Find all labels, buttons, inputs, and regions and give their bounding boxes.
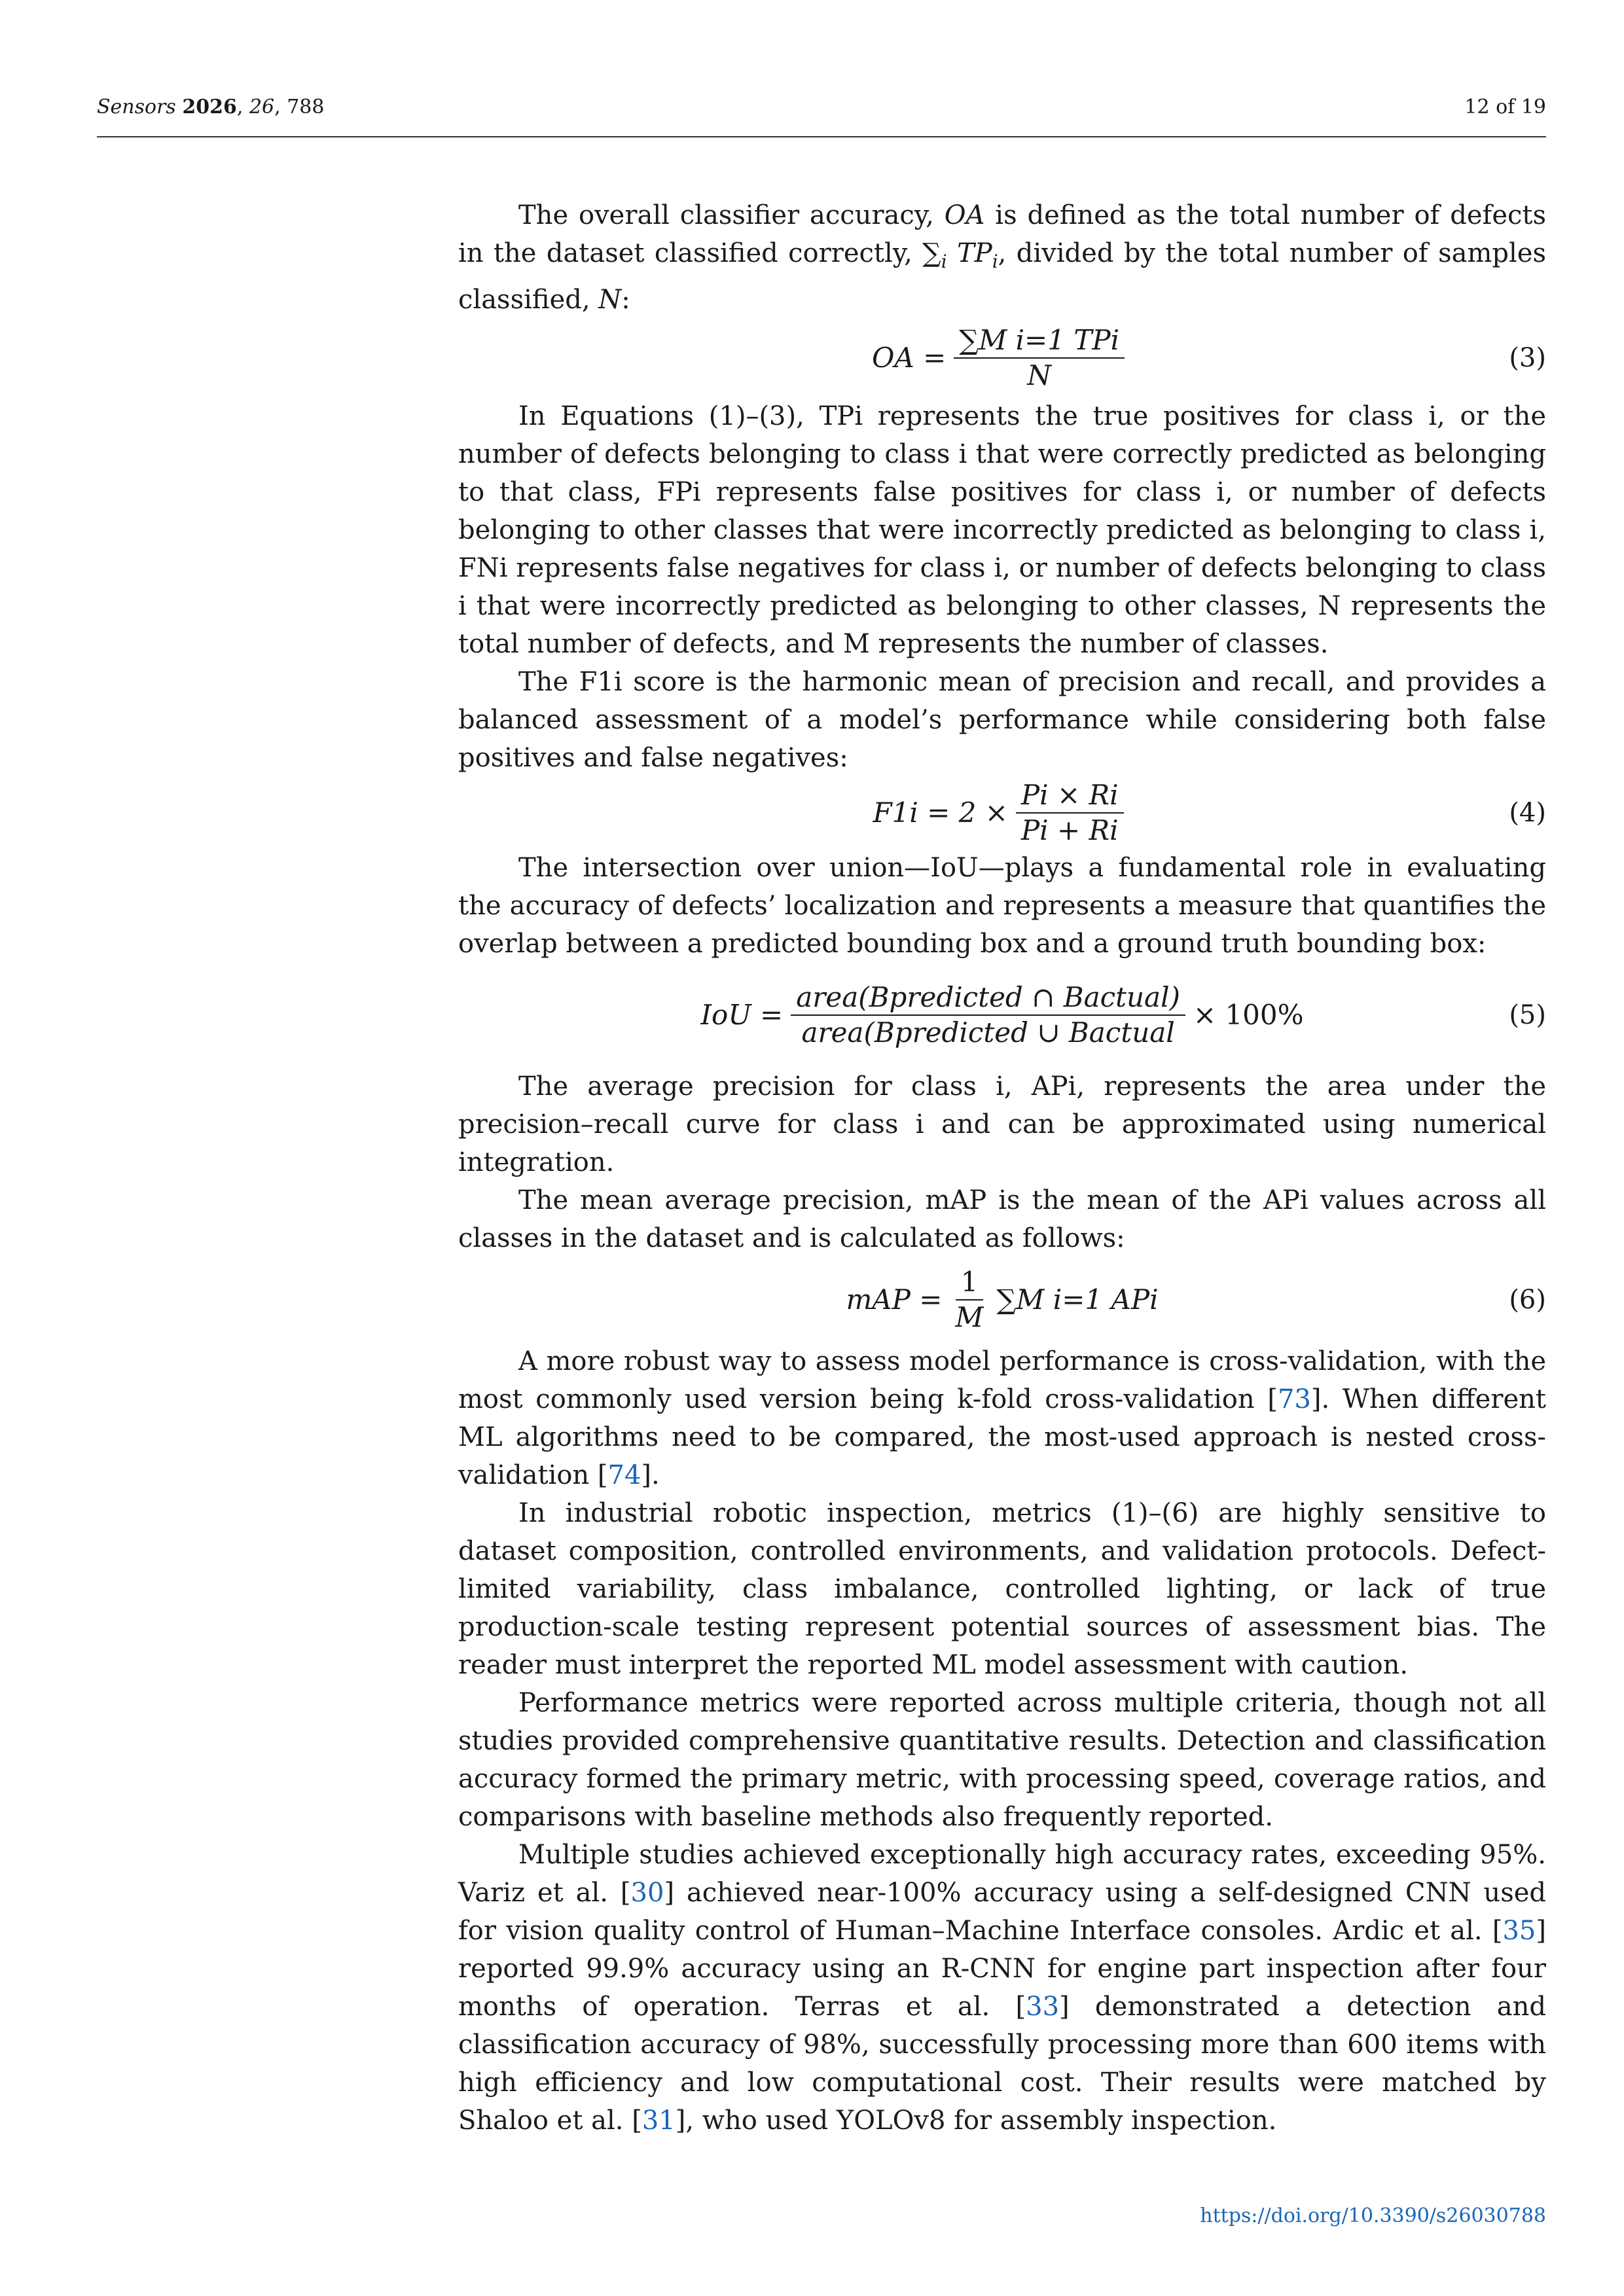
eq5-denominator: area(Bpredicted ∪ Bactual <box>801 1016 1175 1049</box>
paragraph-cross-validation: A more robust way to assess model performance is cross-validation, with the most commonly used version being k-fold cross-validation [73]. When different ML algorithms need to be compared, the most-used approach is nested cross-validation [74]. <box>458 1346 1546 1490</box>
eq6-fraction <box>950 1266 988 1333</box>
citation-link[interactable]: 30 <box>630 1878 664 1908</box>
eq6-denominator: M <box>955 1301 984 1333</box>
equation-5 <box>458 963 1546 1067</box>
page-number: 12 of 19 <box>1464 96 1546 118</box>
main-text <box>458 196 1546 2140</box>
eq3-denominator: N <box>1027 359 1052 391</box>
eq3-fraction <box>954 325 1125 391</box>
equation-6 <box>458 1257 1546 1342</box>
eq4-label: (4) <box>1509 798 1546 828</box>
equation-4 <box>458 777 1546 849</box>
paragraph-average-precision: The average precision for class i, APi, represents the area under the precision–recall curve for class i and can be approximated using numerical integration. <box>458 1071 1546 1177</box>
eq4-fraction <box>1016 780 1124 846</box>
paragraph-performance-metrics: Performance metrics were reported across multiple criteria, though not all studies provided comprehensive quantitative results. Detection and classification accuracy formed the primary metric, with processing speed, coverage ratios, and comparisons with baseline methods also frequently reported. <box>458 1688 1546 1832</box>
eq4-numerator: Pi × Ri <box>1016 780 1124 814</box>
citation-link[interactable]: 74 <box>607 1460 641 1490</box>
equation-3 <box>458 319 1546 397</box>
paragraph-iou: The intersection over union—IoU—plays a fundamental role in evaluating the accuracy of defects’ localization and represents a measure that quantifies the overlap between a predicted bounding box and a ground truth bounding box: <box>458 853 1546 959</box>
citation-link[interactable]: 31 <box>641 2106 676 2136</box>
paragraph-assessment-bias: In industrial robotic inspection, metrics (1)–(6) are highly sensitive to dataset composition, controlled environments, and validation protocols. Defect-limited variability, class imbalance, controlled lighting, or lack of true production-scale testing represent potential sources of assessment bias. The reader must interpret the reported ML model assessment with caution. <box>458 1498 1546 1680</box>
paragraph-high-accuracy-studies: Multiple studies achieved exceptionally high accuracy rates, exceeding 95%. Variz et al. [30] achieved near-100% accuracy using a self-designed CNN used for vision quality control of Human–Machine Interface consoles. Ardic et al. [35] reported 99.9% accuracy using an R-CNN for engine part inspection after four months of operation. Terras et al. [33] demonstrated a detection and classification accuracy of 98%, successfully processing more than 600 items with high efficiency and low computational cost. Their results were matched by Shaloo et al. [31], who used YOLOv8 for assembly inspection. <box>458 1840 1547 2136</box>
journal-volume: 26 <box>249 96 275 118</box>
eq6-lhs: mAP = <box>846 1283 943 1316</box>
paragraph-f1-score: The F1i score is the harmonic mean of precision and recall, and provides a balanced assessment of a model’s performance while considering both false positives and false negatives: <box>458 667 1546 773</box>
citation-link[interactable]: 73 <box>1277 1384 1311 1414</box>
eq4-denominator: Pi + Ri <box>1020 814 1119 846</box>
page-header <box>97 90 1546 137</box>
eq3-label: (3) <box>1509 343 1546 373</box>
eq5-tail: × 100% <box>1193 999 1304 1031</box>
eq3-numerator: ∑M i=1 TPi <box>954 325 1125 359</box>
journal-name: Sensors <box>97 96 176 118</box>
paragraph-map: The mean average precision, mAP is the mean of the APi values across all classes in the dataset and is calculated as follows: <box>458 1185 1546 1253</box>
journal-year: 2026 <box>182 96 237 118</box>
paragraph-oa-definition: The overall classifier accuracy, OA is defined as the total number of defects in the dataset classified correctly, $\sum_i$ $TP_i$, divided by the total number of samples classified, N: <box>458 200 1546 315</box>
eq6-label: (6) <box>1509 1285 1546 1315</box>
eq6-tail: ∑M i=1 APi <box>996 1283 1159 1316</box>
paragraph-equations-explanation: In Equations (1)–(3), TPi represents the true positives for class i, or the number of defects belonging to class i that were correctly predicted as belonging to that class, FPi represents false positives for class i, or number of defects belonging to other classes that were incorrectly predicted as belonging to class i, FNi represents false negatives for class i, or number of defects belonging to class i that were incorrectly predicted as belonging to other classes, N represents the total number of defects, and M represents the number of classes. <box>458 401 1546 659</box>
citation-link[interactable]: 35 <box>1502 1916 1536 1946</box>
eq6-numerator: 1 <box>956 1266 984 1300</box>
eq3-lhs: OA = <box>871 342 947 374</box>
eq5-lhs: IoU = <box>700 999 784 1031</box>
citation-link[interactable]: 33 <box>1026 1992 1060 2022</box>
doi-link[interactable]: https://doi.org/10.3390/s26030788 <box>1200 2204 1546 2227</box>
eq5-fraction <box>791 982 1185 1049</box>
eq5-label: (5) <box>1509 1000 1546 1030</box>
journal-article: 788 <box>287 96 325 118</box>
journal-citation: Sensors 2026, 26, 788 <box>97 96 325 118</box>
eq5-numerator: area(Bpredicted ∩ Bactual) <box>791 982 1185 1016</box>
eq4-lhs: F1i = 2 × <box>873 797 1008 829</box>
